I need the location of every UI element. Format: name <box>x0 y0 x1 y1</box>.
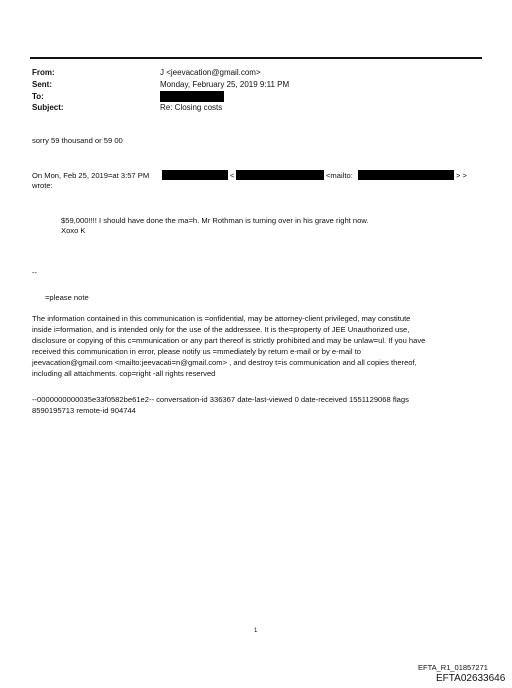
reply-text: sorry 59 thousand or 59 00 <box>32 136 123 145</box>
disclaimer-line: including all attachments. cop=right -all rights reserved <box>32 369 216 378</box>
metadata-line: --0000000000035e33f0582be61e2-- conversation-id 336367 date-last-viewed 0 date-received 1551129068 flags <box>32 395 409 404</box>
from-label: From: <box>32 68 55 77</box>
bates-number-primary: EFTA_R1_01857271 <box>418 663 488 672</box>
from-value: J <jeevacation@gmail.com> <box>160 68 261 77</box>
sent-label: Sent: <box>32 80 52 89</box>
disclaimer-line: The information contained in this communication is =onfidential, may be attorney-client privileged, may constitute <box>32 314 411 323</box>
mailto-redaction <box>358 170 454 180</box>
signature-separator: -- <box>32 268 38 277</box>
sender-name-redaction <box>162 170 228 180</box>
disclaimer-line: jeevacation@gmail.com <mailto:jeevacati=n@gmail.com> , and destroy t=is communication and all copies thereof, <box>32 358 417 367</box>
subject-label: Subject: <box>32 103 64 112</box>
sent-value: Monday, February 25, 2019 9:11 PM <box>160 80 290 89</box>
quote-gt: > > <box>456 171 467 180</box>
quote-intro: On Mon, Feb 25, 2019=at 3:57 PM <box>32 171 150 180</box>
quoted-line-1: $59,000!!!! I should have done the ma=h. Mr Rothman is turning over in his grave right now. <box>61 216 369 225</box>
please-note: =please note <box>45 293 89 302</box>
bates-number-secondary: EFTA02633646 <box>436 673 506 684</box>
disclaimer-line: disclosure or copying of this c=mmunication or any part thereof is strictly prohibited and may be unlaw=ul. If you have <box>32 336 426 345</box>
page-number: 1 <box>254 628 258 634</box>
quoted-line-2: Xoxo K <box>61 226 86 235</box>
quote-mailto: <mailto: <box>326 171 353 180</box>
quote-lt: < <box>230 171 235 180</box>
sender-email-redaction <box>236 170 324 180</box>
disclaimer-line: inside i=formation, and is intended only for the use of the addressee. It is the=property of JEE Unauthorized use, <box>32 325 410 334</box>
disclaimer-line: received this communication in error, please notify us =mmediately by return e-mail or by e-mail to <box>32 347 361 356</box>
quote-wrote: wrote: <box>32 181 53 190</box>
subject-value: Re: Closing costs <box>160 103 223 112</box>
to-redaction <box>160 91 224 102</box>
header-rule <box>30 57 482 59</box>
metadata-line: 8590195713 remote-id 904744 <box>32 406 136 415</box>
to-label: To: <box>32 92 44 101</box>
